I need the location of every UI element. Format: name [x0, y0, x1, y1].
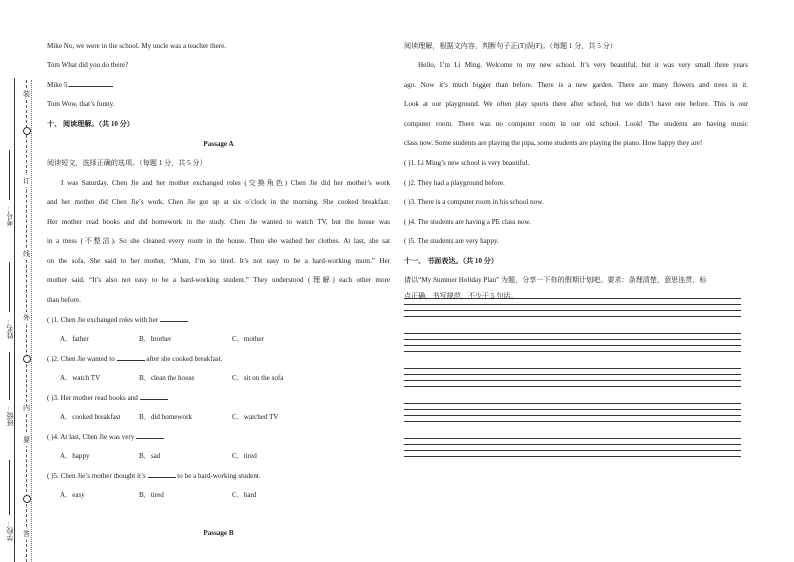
- field-exam-number: 考号：: [6, 205, 14, 226]
- binding-char-6: 要: [23, 436, 30, 444]
- question-4-blank[interactable]: [136, 430, 164, 439]
- writing-line[interactable]: [404, 438, 741, 439]
- field-school-line[interactable]: [9, 460, 10, 515]
- passage-a-line-1: I was Saturday. Chen Jie and her mother exchanged roles (交换角色) Chen Jie did her mother’s work: [61, 179, 390, 187]
- writing-line[interactable]: [404, 456, 741, 457]
- writing-line[interactable]: [404, 421, 741, 422]
- writing-line[interactable]: [404, 380, 741, 381]
- binding-char-3: 线: [23, 250, 30, 258]
- q3-option-b[interactable]: B．did homework: [139, 413, 193, 421]
- writing-line[interactable]: [404, 403, 741, 404]
- answer-blank-5[interactable]: [69, 78, 113, 87]
- tf-question-4[interactable]: ( )4. The students are having a PE class now.: [404, 218, 531, 226]
- writing-line[interactable]: [404, 409, 741, 410]
- question-2-blank[interactable]: [117, 352, 145, 361]
- passage-a-line-7: than before.: [47, 296, 81, 304]
- writing-line[interactable]: [404, 316, 741, 317]
- writing-line[interactable]: [404, 374, 741, 375]
- writing-line[interactable]: [404, 351, 741, 352]
- tf-question-1[interactable]: ( )1. Li Ming’s new school is very beautiful.: [404, 159, 530, 167]
- q1-option-c[interactable]: C．mother: [232, 335, 264, 343]
- q5-option-a[interactable]: A．easy: [60, 491, 85, 499]
- section-eleven-heading: 十一、 书面表达。（共 10 分）: [404, 257, 498, 265]
- question-5-blank[interactable]: [148, 469, 176, 478]
- passage-b-line-2: ago. Now it’s much bigger than before. There is a new garden. There are many flowers and trees in it.: [404, 81, 748, 89]
- q2-option-b[interactable]: B．clean the house: [139, 374, 195, 382]
- field-name: 姓名：: [6, 318, 14, 339]
- passage-a-line-2: and her mother did Chen Jie’s work. Chen Jie got up at six o’clock in the morning. She cooked breakfast.: [47, 198, 390, 206]
- passage-b-instruction: 阅读理解，根据文内容，判断句子正(T)误(F)。（每题 1 分，共 5 分）: [404, 42, 617, 50]
- passage-b-line-4: computer room. There was no computer room in our old school. Look! The students are having music: [404, 120, 748, 128]
- question-3[interactable]: [47, 389, 168, 409]
- dialog-line-4: Tom Wow, that’s funny.: [47, 100, 115, 108]
- section-ten-heading: 十、 阅读理解。（共 10 分）: [47, 120, 134, 128]
- passage-a-instruction: 阅读短文，选择正确的选项。（每题 1 分，共 5 分）: [47, 159, 207, 167]
- passage-b-title: Passage B: [203, 529, 234, 537]
- question-1-stem: ( )1. Chen Jie exchanged roles with her: [47, 316, 159, 324]
- tf-question-3[interactable]: ( )3. There is a computer room in his school now.: [404, 198, 544, 206]
- question-4-stem: ( )4. At last, Chen Jie was very: [47, 433, 135, 441]
- writing-line[interactable]: [404, 333, 741, 334]
- dialog-line-2: Tom What did you do there?: [47, 61, 129, 69]
- binding-char-4: 外: [23, 314, 30, 322]
- writing-line[interactable]: [404, 444, 741, 445]
- passage-a-line-5: on the sofa. She said to her mother, “Mum, I’m so tired. It’s not easy to be a hard-working mum.” Her: [47, 257, 390, 265]
- question-3-stem: ( )3. Her mother read books and: [47, 394, 138, 402]
- passage-b-line-5: class now. Some students are playing the pipa, some students are playing the piano. How happy they are!: [404, 139, 703, 147]
- binding-margin: [0, 0, 40, 562]
- question-5-tail: to be a hard-working student.: [177, 472, 261, 480]
- q3-option-a[interactable]: A．cooked breakfast: [60, 413, 121, 421]
- q4-option-a[interactable]: A．happy: [60, 452, 90, 460]
- question-5-stem: ( )5. Chen Jie’s mother thought it’s: [47, 472, 146, 480]
- q1-option-b[interactable]: B．brother: [139, 335, 172, 343]
- q3-option-c[interactable]: C．watched TV: [232, 413, 279, 421]
- field-school: 学校：: [6, 520, 14, 541]
- q1-option-a[interactable]: A．father: [60, 335, 89, 343]
- q4-option-c[interactable]: C．tired: [232, 452, 257, 460]
- writing-line[interactable]: [404, 345, 741, 346]
- field-exam-number-line[interactable]: [9, 150, 10, 200]
- binding-circle-icon: [23, 355, 31, 363]
- field-name-line[interactable]: [9, 262, 10, 312]
- binding-circle-icon: [23, 127, 31, 135]
- writing-line[interactable]: [404, 386, 741, 387]
- binding-char-1: 装: [23, 90, 30, 98]
- binding-char-7: 答: [23, 530, 30, 538]
- binding-char-2: 订: [23, 177, 30, 185]
- tf-question-5[interactable]: ( )5. The students are very happy.: [404, 237, 499, 245]
- passage-a-line-6: mother said, “It’s also not easy to be a hard-working student.” They understood (理解) each other more: [47, 276, 390, 284]
- writing-instruction-2: 点正确，书写规范，不少于 5 句话。: [404, 292, 518, 300]
- question-5[interactable]: [47, 467, 261, 487]
- binding-circle-icon: [23, 495, 31, 503]
- question-1-blank[interactable]: [160, 313, 188, 322]
- writing-instruction-1: 请以“My Summer Holiday Plan” 为题，分享一下你的假期计划吧。要求：条理清楚，意思连贯，标: [404, 276, 707, 284]
- writing-line[interactable]: [404, 339, 741, 340]
- dialog-line-1: Mike No, we were in the school. My uncle was a teacher there.: [47, 42, 227, 50]
- writing-line[interactable]: [404, 415, 741, 416]
- binding-char-5: 内: [23, 404, 30, 412]
- question-1[interactable]: [47, 311, 188, 331]
- writing-line[interactable]: [404, 310, 741, 311]
- question-2-stem: ( )2. Chen Jie wanted to: [47, 355, 115, 363]
- passage-b-line-1: Hello, I’m Li Ming. Welcome to my new school. It’s very beautiful, but it was very small three years: [418, 61, 748, 69]
- tf-question-2[interactable]: ( )2. They had a playground before.: [404, 179, 505, 187]
- dialog-line-3-text: Mike 5.: [47, 81, 70, 89]
- q5-option-c[interactable]: C．hard: [232, 491, 257, 499]
- q4-option-b[interactable]: B．sad: [139, 452, 161, 460]
- q2-option-c[interactable]: C．sit on the sofa: [232, 374, 284, 382]
- passage-a-line-3: Her mother read books and did homework in the study. Chen Jie wanted to watch TV, but the house was: [47, 218, 390, 226]
- question-4[interactable]: [47, 428, 164, 448]
- question-2-tail: after she cooked breakfast.: [146, 355, 223, 363]
- writing-line[interactable]: [404, 298, 741, 299]
- question-3-blank[interactable]: [140, 391, 168, 400]
- dialog-line-3: [47, 76, 113, 96]
- question-2[interactable]: [47, 350, 222, 370]
- field-class-line[interactable]: [9, 352, 10, 400]
- writing-line[interactable]: [404, 450, 741, 451]
- field-class: 班级：: [6, 405, 14, 426]
- passage-a-title: Passage A: [203, 140, 234, 148]
- writing-line[interactable]: [404, 368, 741, 369]
- passage-a-line-4: in a mess (不整洁). So she cleaned every room in the house. Then she washed her clothes. At last, she sat: [47, 237, 390, 245]
- q2-option-a[interactable]: A．watch TV: [60, 374, 101, 382]
- passage-b-line-3: Look at our playground. We often play sports there after school, but we didn’t have one before. This is our: [404, 100, 748, 108]
- binding-dotted-line: [31, 80, 32, 562]
- q5-option-b[interactable]: B．tired: [139, 491, 164, 499]
- writing-line[interactable]: [404, 304, 741, 305]
